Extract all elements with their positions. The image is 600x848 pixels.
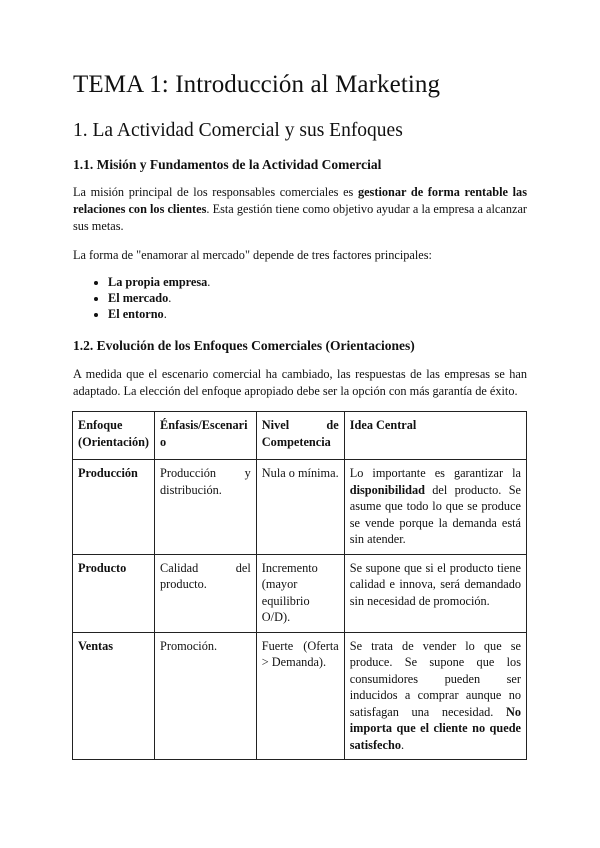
document-title: TEMA 1: Introducción al Marketing	[73, 71, 441, 98]
cell-bold-text: No importa que el cliente no quede satisfecho	[349, 704, 521, 752]
cell-text: Lo importante es garantizar la	[349, 466, 521, 480]
cell-enfasis: Producción y distribución.	[155, 460, 257, 555]
header-idea: Idea Central	[344, 412, 526, 460]
cell-enfasis: Calidad del producto.	[155, 554, 257, 632]
table-row	[73, 554, 527, 632]
cell-text: Se supone que si el producto tiene calidad e innova, será demandado sin necesidad de promoción.	[349, 560, 521, 608]
orientations-table	[72, 411, 527, 760]
header-enfasis: Énfasis/Escenario	[155, 412, 257, 460]
table-header-row	[73, 412, 527, 460]
cell-competencia: Nula o mínima.	[256, 460, 344, 555]
cell-enfoque: Producción	[73, 460, 155, 555]
evolution-paragraph: A medida que el escenario comercial ha cambiado, las respuestas de las empresas se han adaptado. La elección del enfoque apropiado debe ser la opción con más garantía de éxito.	[73, 367, 527, 398]
list-item	[108, 290, 210, 306]
factors-intro-paragraph: La forma de "enamorar al mercado" depende de tres factores principales:	[73, 248, 432, 262]
cell-bold-text: disponibilidad	[349, 482, 425, 497]
list-item-label: La propia empresa	[108, 275, 208, 289]
table-row	[73, 460, 527, 555]
table-row	[73, 632, 527, 760]
list-item-label: El entorno	[108, 307, 164, 321]
cell-idea	[344, 460, 526, 555]
list-item-suffix: .	[168, 291, 172, 305]
list-item	[108, 306, 210, 322]
mission-paragraph	[73, 184, 527, 235]
header-enfoque: Enfoque (Orientación)	[73, 412, 155, 460]
paragraph-text: . Esta gestión tiene como objetivo ayudar a la empresa a alcanzar sus metas.	[73, 202, 528, 233]
paragraph-text: La misión principal de los responsables comerciales es	[73, 185, 358, 199]
factors-list	[91, 274, 210, 322]
list-item	[108, 274, 210, 290]
cell-enfoque: Ventas	[73, 632, 155, 760]
cell-idea	[344, 632, 526, 760]
subsection-heading-evolucion: 1.2. Evolución de los Enfoques Comerciales (Orientaciones)	[73, 338, 415, 353]
cell-text: .	[400, 737, 405, 752]
header-competencia: Nivel de Competencia	[256, 412, 344, 460]
cell-competencia: Incremento (mayor equilibrio O/D).	[256, 554, 344, 632]
cell-text: del producto. Se asume que todo lo que se produce se vende porque la demanda está sin atender.	[349, 482, 521, 546]
list-item-label: El mercado	[108, 291, 169, 305]
list-item-suffix: .	[207, 275, 211, 289]
cell-enfasis: Promoción.	[155, 632, 257, 760]
cell-text: Se trata de vender lo que se produce. Se supone que los consumidores pueden ser inducidos a comprar aunque no satisfagan una necesidad.	[349, 638, 521, 719]
subsection-heading-mision: 1.1. Misión y Fundamentos de la Actividad Comercial	[73, 157, 382, 172]
cell-idea	[344, 554, 526, 632]
paragraph-bold-text: gestionar de forma rentable las relaciones con los clientes	[73, 185, 527, 216]
cell-enfoque: Producto	[73, 554, 155, 632]
list-item-suffix: .	[163, 307, 167, 321]
cell-competencia: Fuerte (Oferta > Demanda).	[256, 632, 344, 760]
section-heading: 1. La Actividad Comercial y sus Enfoques	[73, 120, 403, 141]
